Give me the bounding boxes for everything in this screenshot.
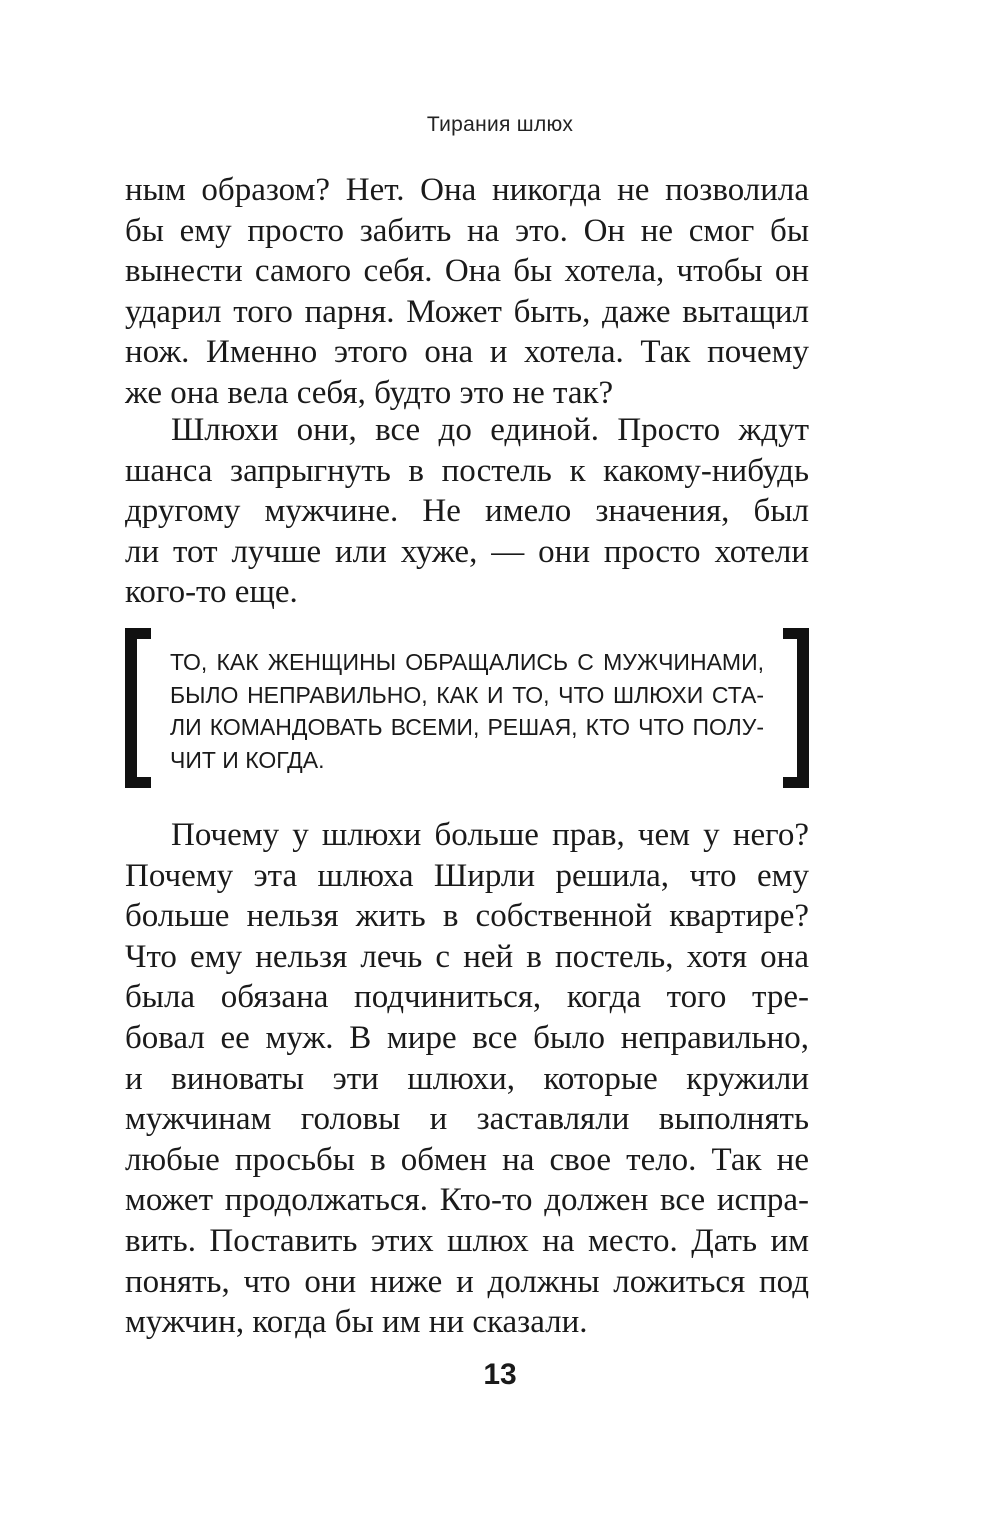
paragraph-line: мужчин, когда бы им ни сказали.: [125, 1304, 588, 1341]
pull-quote-line: ЧИТ И КОГДА.: [170, 746, 325, 773]
paragraph-1: [125, 170, 809, 414]
paragraph-line: понять, что они ниже и должны ложиться под: [125, 1263, 809, 1300]
running-title: Тирания шлюх: [426, 113, 574, 136]
paragraph-line: Почему эта шлюха Ширли решила, что ему: [125, 857, 809, 894]
paragraph-line: ударил того парня. Может быть, даже вытащил: [125, 293, 809, 330]
left-bracket-icon: [125, 628, 151, 788]
paragraph-line: кого-то еще.: [125, 574, 298, 611]
paragraph-line: Почему у шлюхи больше прав, чем у него?: [171, 817, 809, 853]
pull-quote-text: [170, 646, 764, 776]
paragraph-line: мужчинам головы и заставляли выполнять: [125, 1101, 809, 1138]
paragraph-line: была обязана подчиниться, когда того тре-: [125, 979, 809, 1016]
paragraph-line: же она вела себя, будто это не так?: [125, 374, 614, 411]
pull-quote-line: БЫЛО НЕПРАВИЛЬНО, КАК И ТО, ЧТО ШЛЮХИ СТА-: [170, 681, 764, 708]
paragraph-line: вынести самого себя. Она бы хотела, чтобы он: [125, 253, 809, 290]
pull-quote-line: ТО, КАК ЖЕНЩИНЫ ОБРАЩАЛИСЬ С МУЖЧИНАМИ,: [170, 649, 764, 675]
right-bracket-icon: [783, 628, 809, 788]
paragraph-line: бовал ее муж. В мире все было неправильно,: [125, 1019, 809, 1056]
paragraph-line: ли тот лучше или хуже, — они просто хотели: [125, 533, 809, 570]
paragraph-line: бы ему просто забить на это. Он не смог бы: [125, 212, 809, 249]
paragraph-line: шанса запрыгнуть в постель к какому-нибудь: [125, 452, 809, 489]
pull-quote: [125, 628, 809, 788]
paragraph-line: Что ему нельзя лечь с ней в постель, хотя она: [125, 938, 809, 975]
paragraph-line: и виноваты эти шлюхи, которые кружили: [125, 1060, 809, 1097]
paragraph-3: [125, 815, 809, 1343]
paragraph-2: [125, 410, 809, 613]
paragraph-line: нож. Именно этого она и хотела. Так почему: [125, 334, 809, 371]
paragraph-line: больше нельзя жить в собственной квартире?: [125, 898, 809, 935]
paragraph-line: ным образом? Нет. Она никогда не позволила: [125, 172, 809, 208]
paragraph-line: Шлюхи они, все до единой. Просто ждут: [171, 412, 809, 448]
page-number: 13: [483, 1358, 517, 1391]
paragraph-line: любые просьбы в обмен на свое тело. Так не: [125, 1141, 809, 1178]
paragraph-line: вить. Поставить этих шлюх на место. Дать им: [125, 1222, 809, 1259]
paragraph-line: другому мужчине. Не имело значения, был: [125, 493, 809, 530]
paragraph-line: может продолжаться. Кто-то должен все испра-: [125, 1182, 809, 1219]
pull-quote-line: ЛИ КОМАНДОВАТЬ ВСЕМИ, РЕШАЯ, КТО ЧТО ПОЛУ-: [170, 714, 764, 740]
